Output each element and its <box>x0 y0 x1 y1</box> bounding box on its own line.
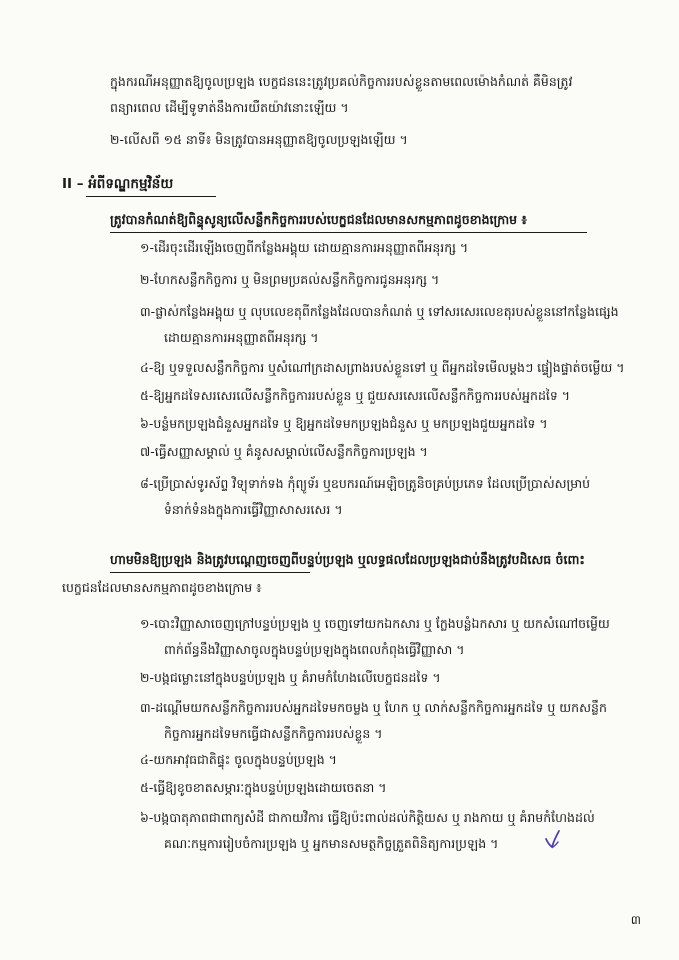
rule2-intro-underline <box>110 572 310 573</box>
rule2-item: ៤-យកអាវុធជាតិផ្ទុះ ចូលក្នុងបន្ទប់ប្រឡង ។ <box>140 752 337 767</box>
rule2-item-continuation: ពាក់ព័ន្ធនឹងវិញ្ញាសាចូលក្នុងបន្ទប់ប្រឡងក្នុងពេលកំពុងធ្វើវិញ្ញាសា ។ <box>164 642 465 657</box>
rule1-item: ៣-ផ្លាស់កន្លែងអង្គុយ ឬ លុបលេខតុពីកន្លែងដែលបានកំណត់ ឬ ទៅសរសេរលេខតុរបស់ខ្លួននៅកន្លែងផ្សេង <box>140 304 619 319</box>
rule1-item: ៨-ប្រើប្រាស់ទូរស័ព្ទ វិទ្យុទាក់ទង កុំព្យូទ័រ ឬឧបករណ៍អេឡិចត្រូនិចគ្រប់ប្រភេទ ដែលប្រើប្រាស់សម្រាប់ <box>140 476 591 491</box>
rule2-item: ៥-ធ្វើឱ្យខូចខាតសម្ភារៈក្នុងបន្ទប់ប្រឡងដោយចេតនា ។ <box>140 780 387 795</box>
rule1-item-continuation: ទំនាក់ទំនងក្នុងការធ្វើវិញ្ញាសាសរសេរ ។ <box>164 502 343 517</box>
intro-line-2: ពន្យារពេល ដើម្បីទូទាត់នឹងការយឺតយ៉ាវនោះឡើយ ។ <box>110 100 349 115</box>
ink-checkmark-icon <box>544 828 562 850</box>
rule1-item: ៥-ឱ្យអ្នកដទៃសរសេរលើសន្លឹកកិច្ចការរបស់ខ្លួន ឬ ជួយសរសេរលើសន្លឹកកិច្ចការរបស់អ្នកដទៃ ។ <box>140 388 571 403</box>
rule2-item-continuation: កិច្ចការអ្នកដទៃមកធ្វើជាសន្លឹកកិច្ចការរបស់ខ្លួន ។ <box>164 726 383 741</box>
rule1-intro: ត្រូវបានកំណត់ឱ្យពិន្ទុសូន្យលើសន្លឹកកិច្ចការរបស់បេក្ខជនដែលមានសកម្មភាពដូចខាងក្រោម ៖ <box>110 212 527 227</box>
rule2-item: ៦-បង្កបាតុភាពជាពាក្យសំដី ជាកាយវិការ ធ្វើឱ្យប៉ះពាល់ដល់កិត្តិយស ឬ រាងកាយ ឬ គំរាមកំហែងដល់ <box>140 810 595 825</box>
rule2-item: ២-បង្កជម្លោះនៅក្នុងបន្ទប់ប្រឡង ឬ គំរាមកំហែងលើបេក្ខជនដទៃ ។ <box>140 670 441 685</box>
rule2-intro-line-1: ហាមមិនឱ្យប្រឡង និងត្រូវបណ្តេញចេញពីបន្ទប់ប្រឡង ឬលទ្ធផលដែលប្រឡងជាប់នឹងត្រូវបដិសេធ ចំពោះ <box>110 552 585 567</box>
rule2-item: ៣-ដណ្តើមយកសន្លឹកកិច្ចការរបស់អ្នកដទៃមកចម្លង ឬ ហែក ឬ លាក់សន្លឹកកិច្ចការអ្នកដទៃ ឬ យកសន្លឹក <box>140 700 607 715</box>
rule1-item: ៧-ធ្វើសញ្ញាសម្គាល់ ឬ គំនូសសម្គាល់លើសន្លឹកកិច្ចការប្រឡង ។ <box>140 444 428 459</box>
rule2-item: ១-បោះវិញ្ញាសាចេញក្រៅបន្ទប់ប្រឡង ឬ ចេញទៅយកឯកសារ ឬ ក្លែងបន្លំឯកសារ ឬ យកសំណៅចម្លើយ <box>140 616 610 631</box>
rule1-item-continuation: ដោយគ្មានការអនុញ្ញាតពីអនុរក្ស ។ <box>164 330 319 345</box>
intro-line-1: ក្នុងករណីអនុញ្ញាតឱ្យចូលប្រឡង បេក្ខជននេះត្រូវប្រគល់កិច្ចការរបស់ខ្លួនតាមពេលម៉ោងកំណត់ គឺមិនត្រូវ <box>110 74 573 89</box>
rule1-item: ៤-ឱ្យ ឬទទួលសន្លឹកកិច្ចការ ឬសំណៅក្រដាសព្រាងរបស់ខ្លួនទៅ ឬ ពីអ្នកដទៃមើលម្តងៗ ផ្ទៀងផ្ទាត់ចម្លើយ ។ <box>140 360 625 375</box>
rule1-intro-underline <box>110 232 587 233</box>
intro-line-3: ២-លើសពី ១៥ នាទី៖ មិនត្រូវបានអនុញ្ញាតឱ្យចូលប្រឡងឡើយ ។ <box>110 132 408 147</box>
rule1-item: ៦-បន្លំមកប្រឡងជំនួសអ្នកដទៃ ឬ ឱ្យអ្នកដទៃមកប្រឡងជំនួស ឬ មកប្រឡងជួយអ្នកដទៃ ។ <box>140 416 548 431</box>
rule2-intro-line-2: បេក្ខជនដែលមានសកម្មភាពដូចខាងក្រោម ៖ <box>62 580 262 595</box>
section-heading-underline <box>86 196 216 197</box>
page-number: ៣ <box>630 913 641 927</box>
rule2-item-continuation: គណៈកម្មការរៀបចំការប្រឡង ឬ អ្នកមានសមត្ថកិច្ចត្រួតពិនិត្យការប្រឡង ។ <box>164 836 499 851</box>
section-heading: II – អំពីទណ្ឌកម្មវិន័យ <box>62 176 174 192</box>
rule1-item: ២-ហែកសន្លឹកកិច្ចការ ឬ មិនព្រមប្រគល់សន្លឹកកិច្ចការជូនអនុរក្ស ។ <box>140 272 440 287</box>
rule1-item: ១-ដើរចុះដើរឡើងចេញពីកន្លែងអង្គុយ ដោយគ្មានការអនុញ្ញាតពីអនុរក្ស ។ <box>140 240 469 255</box>
